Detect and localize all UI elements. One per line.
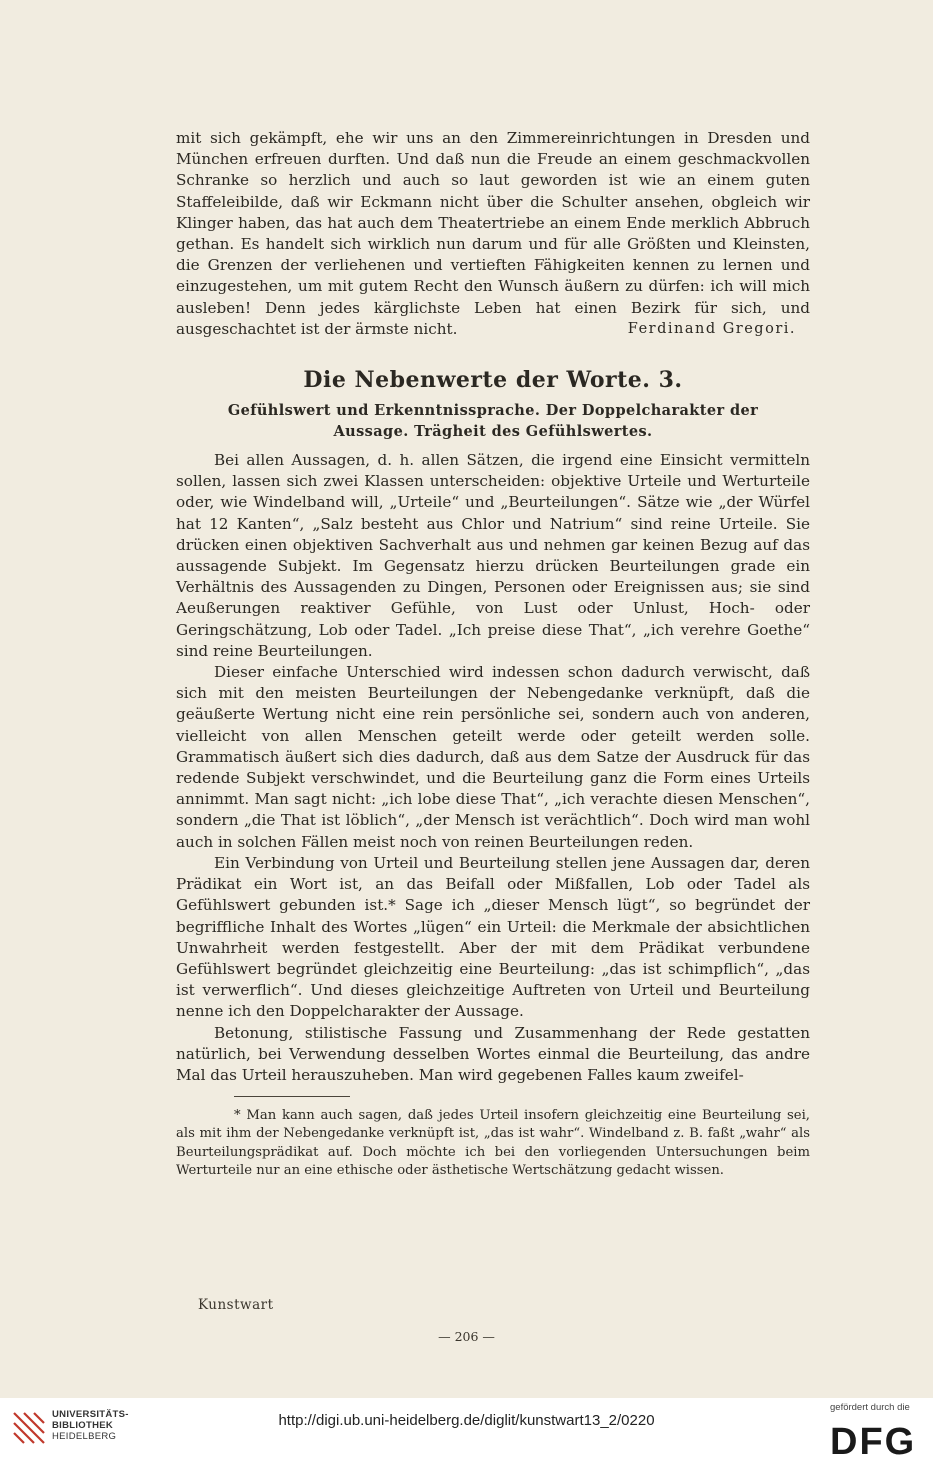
footnote-divider — [234, 1096, 350, 1097]
library-name-line3: HEIDELBERG — [52, 1431, 117, 1442]
journal-mark: Kunstwart — [198, 1297, 274, 1313]
intro-paragraph: mit sich gekämpft, ehe wir uns an den Zimmereinrichtungen in Dresden und München erfreuen durften. Und daß nun die Freude an einem geschmackvollen Schranke so herzlich und auch so laut geworden ist wie an einem guten Staffeleibilde, daß wir Eckmann nicht über die Schulter ansehen, obgleich wir Klinger haben, das hat auch dem Theatertriebe an einem Ende merklich Abbruch gethan. Es handelt sich wirklich nun darum und für alle Größten und Kleinsten, die Grenzen der verliehenen und vertieften Fähigkeiten kennen zu lernen und einzugestehen, um mit gutem Recht den Wunsch äußern zu dürfen: ich will mich ausleben! Denn jedes kärglichste Leben hat einen Bezirk für sich, und ausgeschachtet ist der ärmste nicht. — [176, 129, 810, 338]
dfg-logo-text: DFG — [830, 1421, 917, 1460]
page-number: — 206 — — [438, 1329, 495, 1344]
body-paragraph-4: Betonung, stilistische Fassung und Zusammenhang der Rede gestatten natürlich, bei Verwendung desselben Wortes einmal die Beurteilung, das andre Mal das Urteil herauszuheben. Man wird gegebenen Falles kaum zweifel- — [176, 1023, 810, 1084]
text-column — [176, 128, 810, 1180]
footnote: * Man kann auch sagen, daß jedes Urteil insofern gleichzeitig eine Beurteilung sei, als mit ihm der Nebengedanke verknüpft ist, „das ist wahr“. Windelband z. B. faßt „wahr“ als Beurteilungsprädikat auf. Doch möchte ich bei den vorliegenden Untersuchungen beim Werturteile nur an eine ethische oder ästhetische Wertschätzung gedacht wissen. — [176, 1108, 810, 1178]
document-url-link[interactable]: http://digi.ub.uni-heidelberg.de/diglit/kunstwart13_2/0220 — [278, 1412, 655, 1429]
article-subtitle — [176, 400, 810, 442]
article-subtitle-line1: Gefühlswert und Erkenntnissprache. Der Doppelcharakter der — [227, 402, 759, 420]
author-signature: Ferdinand Gregori. — [627, 321, 796, 338]
dfg-logo-icon[interactable] — [828, 1420, 928, 1460]
article-subtitle-line2: Aussage. Trägheit des Gefühlswertes. — [333, 423, 653, 441]
funding-caption: gefördert durch die — [830, 1402, 910, 1413]
library-name-line2: BIBLIOTHEK — [52, 1420, 114, 1431]
article-title: Die Nebenwerte der Worte. 3. — [303, 367, 683, 394]
body-paragraph-2: Dieser einfache Unterschied wird indessen schon dadurch verwischt, daß sich mit den meisten Beurteilungen der Nebengedanke verknüpft, daß die geäußerte Wertung nicht eine rein persönliche sei, sondern auch von anderen, vielleicht von allen Menschen geteilt werde oder geteilt werden solle. Grammatisch äußert sich dies dadurch, daß aus dem Satze der Ausdruck für das redende Subjekt verschwindet, und die Beurteilung ganz die Form eines Urteils annimmt. Man sagt nicht: „ich lobe diese That“, „ich verachte diesen Menschen“, sondern „die That ist löblich“, „der Mensch ist verächtlich“. Doch wird man wohl auch in solchen Fällen meist noch von reinen Beurteilungen reden. — [176, 663, 810, 851]
body-paragraph-3: Ein Verbindung von Urteil und Beurteilung stellen jene Aussagen dar, deren Prädikat ein Wort ist, an das Beifall oder Mißfallen, Lob oder Tadel als Gefühlswert gebunden ist.* Sage ich „dieser Mensch lügt“, so begründet der begriffliche Inhalt des Wortes „lügen“ ein Urteil: die Merkmale der absichtlichen Unwahrheit werden festgestellt. Aber der mit dem Prädikat verbundene Gefühlswert begründet gleichzeitig eine Beurteilung: „das ist schimpflich“, „das ist verwerflich“. Und dieses gleichzeitige Auftreten von Urteil und Beurteilung nenne ich den Doppelcharakter der Aussage. — [176, 853, 810, 1021]
body-paragraph-1: Bei allen Aussagen, d. h. allen Sätzen, die irgend eine Einsicht vermitteln sollen, lassen sich zwei Klassen unterscheiden: objektive Urteile und Werturteile oder, wie Windelband will, „Urteile“ und „Beurteilungen“. Sätze wie „der Würfel hat 12 Kanten“, „Salz besteht aus Chlor und Natrium“ sind reine Urteile. Sie drücken einen objektiven Sachverhalt aus und nehmen gar keinen Bezug auf das aussagende Subjekt. Im Gegensatz hierzu drücken Beurteilungen grade ein Verhältnis des Aussagenden zu Dingen, Personen oder Ereignissen aus; sie sind Aeußerungen reaktiver Gefühle, von Lust oder Unlust, Hoch- oder Geringschätzung, Lob oder Tadel. „Ich preise diese That“, „ich verehre Goethe“ sind reine Beurteilungen. — [176, 451, 810, 660]
library-name-line1: UNIVERSITÄTS- — [52, 1409, 129, 1420]
